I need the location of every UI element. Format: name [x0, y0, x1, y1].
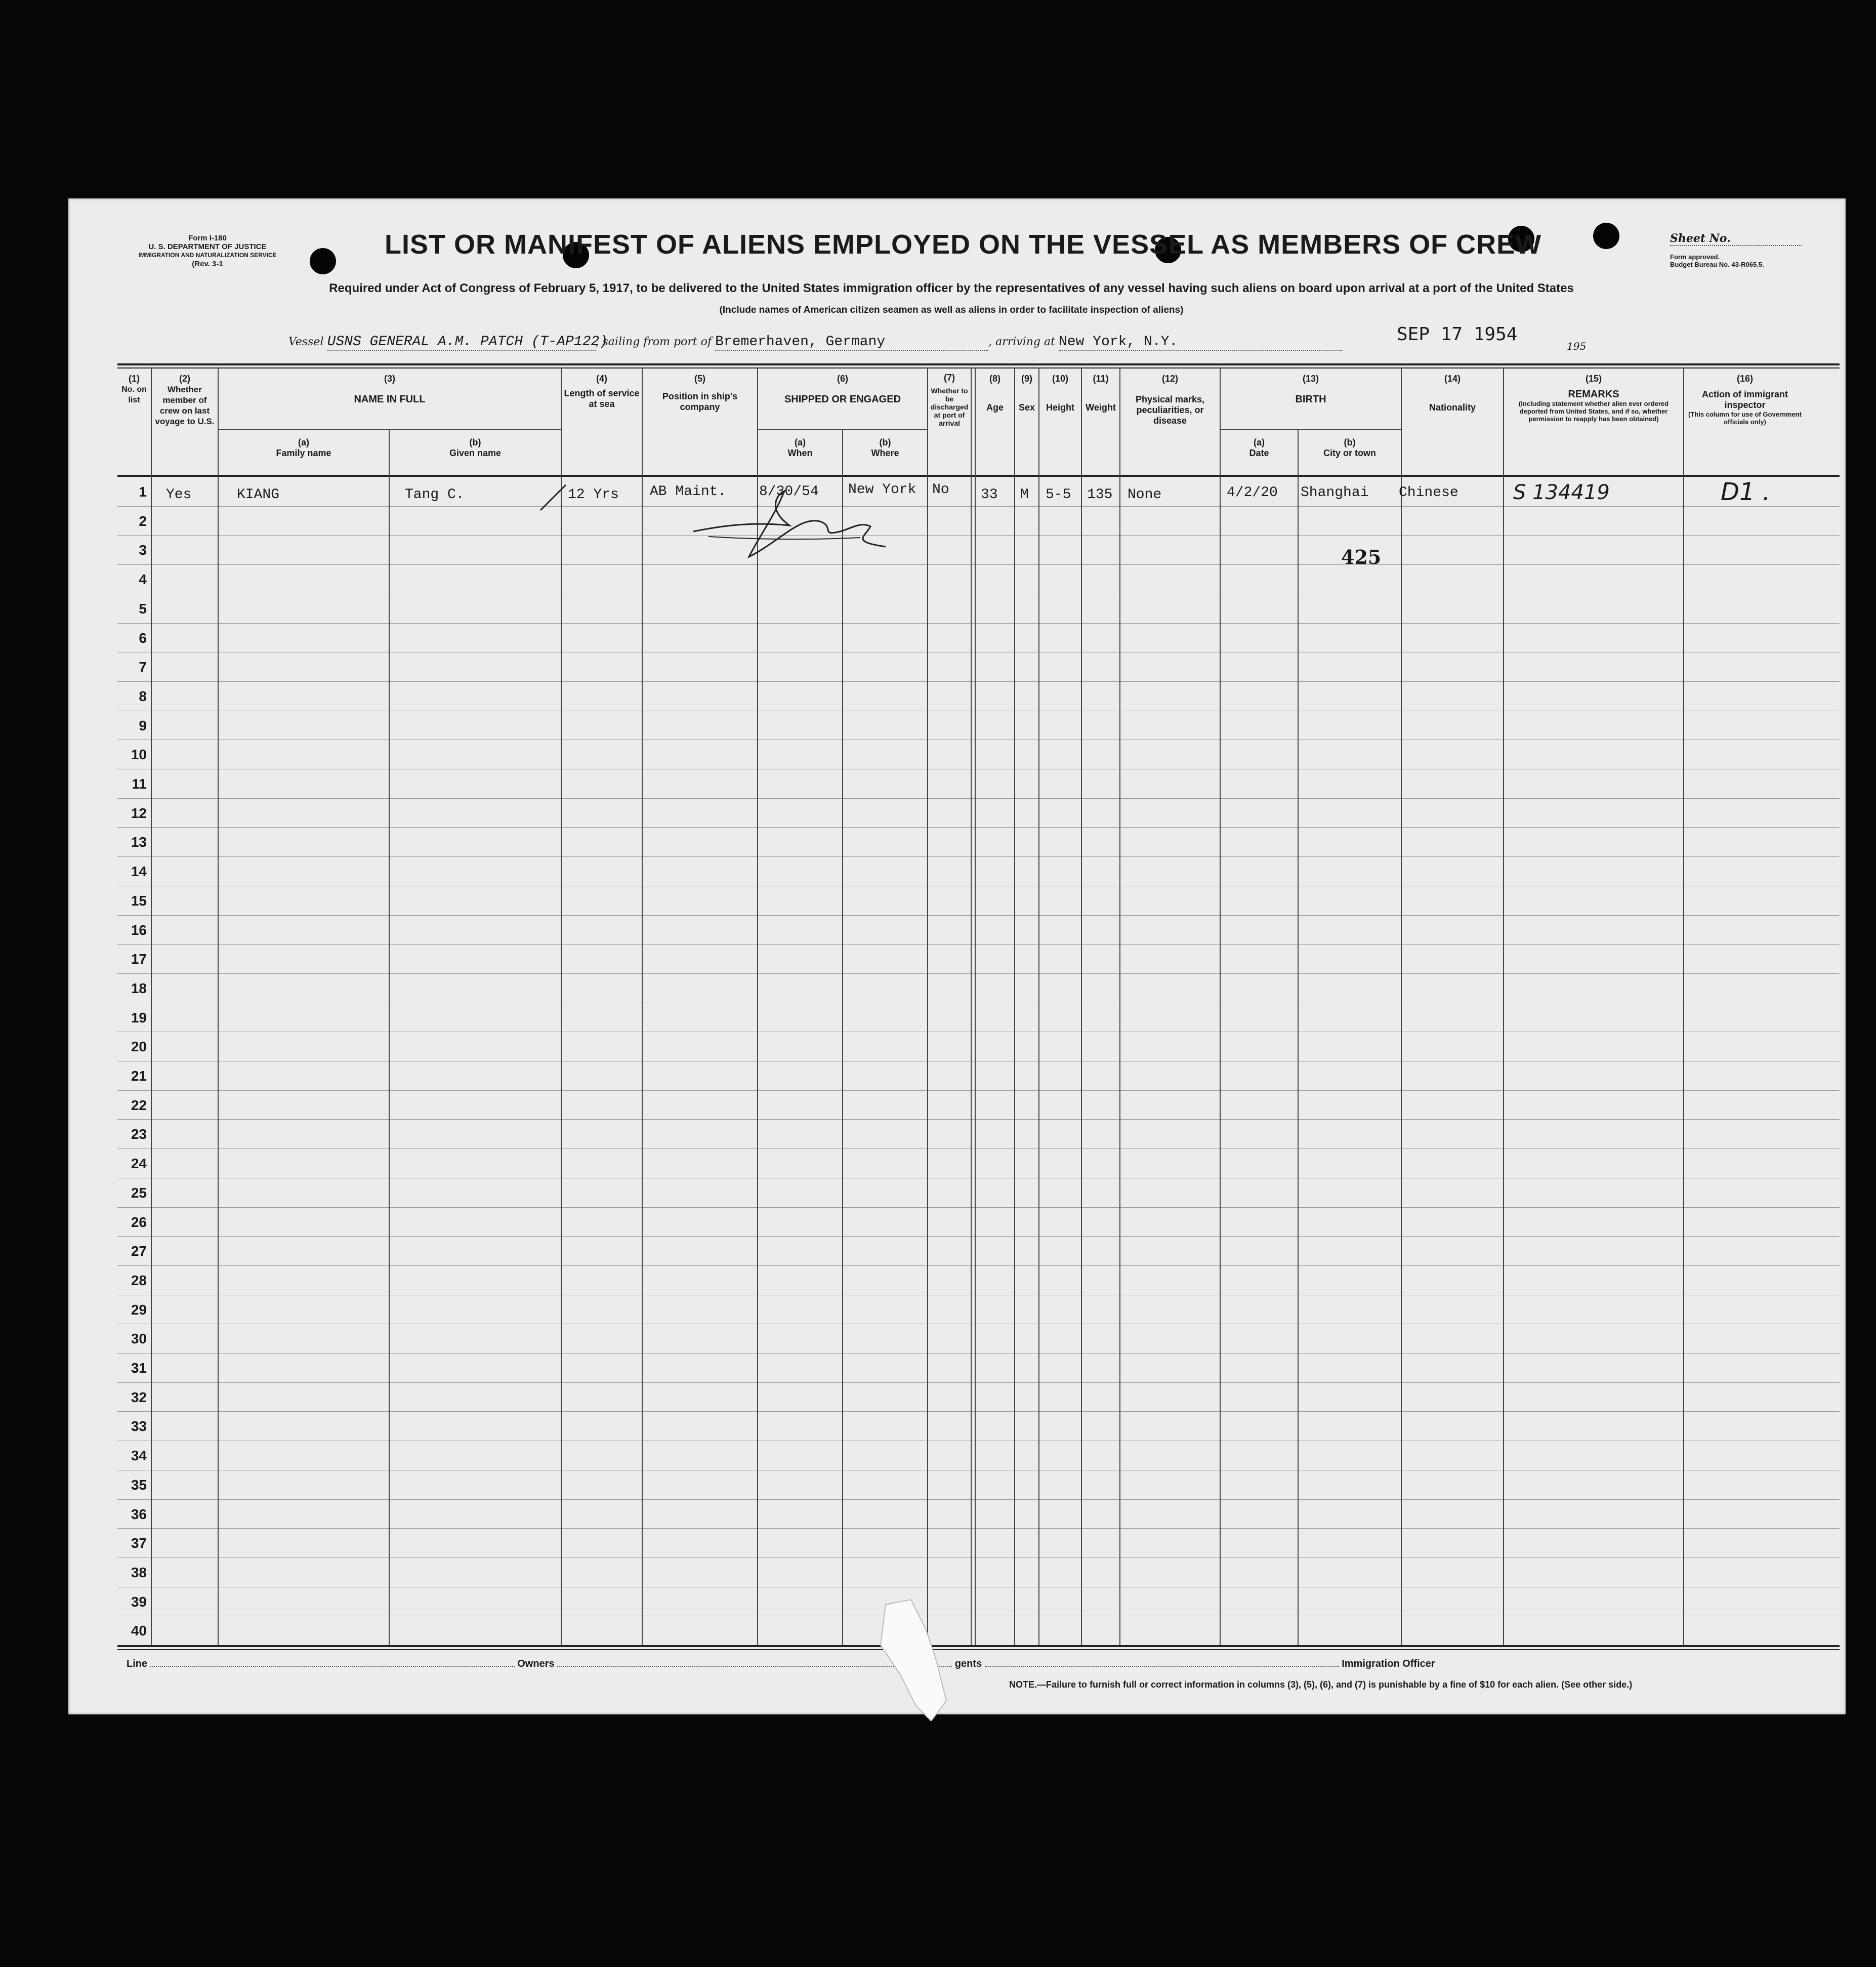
- header-bottom-rule: [117, 475, 1840, 477]
- row-number: 33: [131, 1418, 147, 1435]
- row-rule: [117, 798, 1840, 799]
- row-number: 36: [131, 1506, 147, 1522]
- row-rule: [117, 1265, 1840, 1266]
- torn-paper: [870, 1600, 972, 1721]
- revision: (Rev. 3-1: [192, 260, 223, 268]
- row-rule: [117, 623, 1840, 624]
- row-number: 14: [131, 864, 147, 880]
- form-number: Form I-180: [188, 234, 227, 242]
- footer-note: NOTE.—Failure to furnish full or correct information in columns (3), (5), (6), and (7) is punishable by a fine of $10 for each alien. (See other side.): [1009, 1679, 1633, 1690]
- row-number: 21: [131, 1068, 147, 1084]
- row-rule: [117, 535, 1840, 536]
- row-rule: [117, 1499, 1840, 1500]
- position: AB Maint.: [650, 484, 727, 500]
- include-note: (Include names of American citizen seamen as well as aliens in order to facilitate inspection of aliens): [719, 305, 1184, 315]
- col-header-4: (4) Length of service at sea: [564, 374, 640, 409]
- row-rule: [117, 944, 1840, 945]
- row-number: 7: [139, 659, 147, 675]
- row-number: 1: [139, 484, 147, 500]
- vessel-value: USNS GENERAL A.M. PATCH (T-AP122): [327, 334, 608, 350]
- row-number: 38: [131, 1564, 147, 1580]
- row-number: 16: [131, 922, 147, 938]
- physical-marks: None: [1128, 487, 1162, 503]
- nationality: Chinese: [1399, 485, 1458, 501]
- row-number: 4: [139, 571, 147, 588]
- row-number: 23: [131, 1126, 147, 1142]
- arrival-port: New York, N.Y.: [1059, 334, 1342, 351]
- sheet-number: Sheet No.: [1670, 232, 1802, 246]
- col-header-10: (10) Height: [1046, 374, 1074, 413]
- row-rule: [117, 973, 1840, 974]
- agents-label: gents: [954, 1658, 982, 1669]
- row-number: 28: [131, 1272, 147, 1288]
- row-number: 12: [131, 805, 147, 821]
- owners-label: Owners: [517, 1658, 555, 1669]
- col-header-15: (15) REMARKS (Including statement whether alien ever ordered deported from United States, and if so, whether permission to reapply has been obtained): [1518, 374, 1669, 423]
- birth-city: Shanghai: [1301, 485, 1369, 501]
- row-rule: [117, 1382, 1840, 1383]
- row-rule: [117, 1528, 1840, 1529]
- length-of-service: 12 Yrs: [568, 487, 619, 503]
- row-number: 26: [131, 1214, 147, 1230]
- col-header-11: (11) Weight: [1086, 374, 1116, 413]
- given-name: Tang C.: [405, 487, 465, 503]
- row-number: 10: [131, 747, 147, 763]
- page-title: LIST OR MANIFEST OF ALIENS EMPLOYED ON THE VESSEL AS MEMBERS OF CREW: [385, 229, 1542, 260]
- row-number: 13: [131, 834, 147, 850]
- row-rule: [117, 506, 1840, 507]
- vessel-line: [288, 334, 1342, 351]
- arriving-label: , arriving at: [988, 336, 1055, 348]
- col-header-1: (1) No. on list: [121, 374, 147, 404]
- discharged: No: [932, 482, 949, 498]
- service: IMMIGRATION AND NATURALIZATION SERVICE: [138, 252, 277, 259]
- row-number: 24: [131, 1156, 147, 1172]
- row-number: 2: [139, 513, 147, 529]
- row-number: 29: [131, 1301, 147, 1318]
- row-rule: [117, 681, 1840, 682]
- handwritten-signature: [536, 481, 891, 582]
- row-rule: [117, 1236, 1840, 1237]
- row-number: 20: [131, 1039, 147, 1055]
- row-number: 27: [131, 1243, 147, 1259]
- sailing-label: , sailing from port of: [595, 336, 712, 348]
- department: U. S. DEPARTMENT OF JUSTICE: [148, 242, 267, 251]
- sailing-port: Bremerhaven, Germany: [715, 334, 988, 351]
- line-label: Line: [127, 1658, 148, 1669]
- row-number: 9: [139, 717, 147, 733]
- row-rule: [117, 564, 1840, 565]
- col-header-7: (7) Whether to be discharged at port of arrival: [930, 373, 969, 427]
- age: 33: [981, 487, 998, 503]
- officer-label: Immigration Officer: [1342, 1658, 1435, 1669]
- punch-hole: [310, 248, 336, 274]
- vessel-label: Vessel: [288, 336, 324, 348]
- row-number: 18: [131, 980, 147, 996]
- col-header-12: (12) Physical marks, peculiarities, or disease: [1135, 374, 1205, 426]
- row-rule: [117, 1090, 1840, 1091]
- budget-approval: Form approved. Budget Bureau No. 43-R065.5.: [1670, 253, 1764, 268]
- row-rule: [117, 1119, 1840, 1120]
- row-number: 40: [131, 1623, 147, 1639]
- row-number: 3: [139, 542, 147, 558]
- row-number: 37: [131, 1535, 147, 1551]
- stamp-number: 425: [1341, 546, 1382, 568]
- col-header-6b: (b) Where: [871, 437, 899, 458]
- inspector-action: D1 .: [1721, 478, 1771, 506]
- row-rule: [117, 827, 1840, 828]
- form-id-block: [116, 234, 299, 268]
- col-header-8: (8) Age: [986, 374, 1004, 413]
- shipped-where: New York: [848, 482, 916, 498]
- date-stamp: SEP 17 1954: [1397, 324, 1518, 345]
- col-header-13b: (b) City or town: [1323, 437, 1376, 458]
- prior-voyage: Yes: [166, 487, 192, 503]
- sex: M: [1020, 487, 1029, 503]
- row-number: 30: [131, 1331, 147, 1347]
- row-number: 25: [131, 1184, 147, 1201]
- col-header-6: (6) SHIPPED OR ENGAGED: [784, 374, 901, 405]
- footer-line: [127, 1658, 1435, 1670]
- row-rule: [117, 1411, 1840, 1412]
- row-number: 6: [139, 630, 147, 646]
- family-name: KIANG: [237, 487, 280, 503]
- row-number: 11: [132, 776, 147, 792]
- col-header-3b: (b) Given name: [449, 437, 502, 458]
- col-header-2: (2) Whether member of crew on last voyage to U.S.: [155, 374, 215, 426]
- col-header-6a: (a) When: [787, 437, 813, 458]
- row-rule: [117, 1207, 1840, 1208]
- row-number: 31: [131, 1360, 147, 1376]
- row-rule: [117, 915, 1840, 916]
- row-number: 5: [139, 600, 147, 617]
- subtitle: Required under Act of Congress of February 5, 1917, to be delivered to the United States immigration officer by the representatives of any vessel having such aliens on board upon arrival at a port of the United States: [329, 281, 1574, 295]
- row-number: 19: [131, 1009, 147, 1026]
- table-bottom-rule: [117, 1645, 1840, 1647]
- table-top-rule: [117, 363, 1840, 365]
- row-number: 32: [131, 1389, 147, 1405]
- col-header-5: (5) Position in ship's company: [662, 374, 738, 412]
- col-header-3: (3) NAME IN FULL: [354, 374, 426, 405]
- row-number: 22: [131, 1097, 147, 1113]
- row-number: 35: [131, 1477, 147, 1493]
- row-number: 39: [131, 1593, 147, 1610]
- remarks-handwritten: S 134419: [1513, 481, 1610, 504]
- col-header-14: (14) Nationality: [1429, 374, 1476, 413]
- row-rule: [117, 1353, 1840, 1354]
- col-header-13: (13) BIRTH: [1295, 374, 1326, 405]
- col-header-16: (16) Action of immigrant inspector (This column for use of Government officials only): [1688, 374, 1802, 426]
- shipped-when: 8/30/54: [759, 484, 819, 500]
- col-header-3a: (a) Family name: [276, 437, 331, 458]
- col-header-13a: (a) Date: [1249, 437, 1269, 458]
- year-field: 195: [1567, 340, 1587, 352]
- punch-hole: [1593, 223, 1619, 249]
- row-number: 15: [131, 892, 147, 909]
- weight: 135: [1087, 487, 1113, 503]
- height: 5-5: [1046, 487, 1071, 503]
- col-header-9: (9) Sex: [1018, 374, 1035, 413]
- birth-date: 4/2/20: [1227, 485, 1278, 501]
- row-number: 8: [139, 688, 147, 704]
- row-rule: [117, 856, 1840, 857]
- row-number: 34: [131, 1448, 147, 1464]
- row-number: 17: [131, 951, 147, 967]
